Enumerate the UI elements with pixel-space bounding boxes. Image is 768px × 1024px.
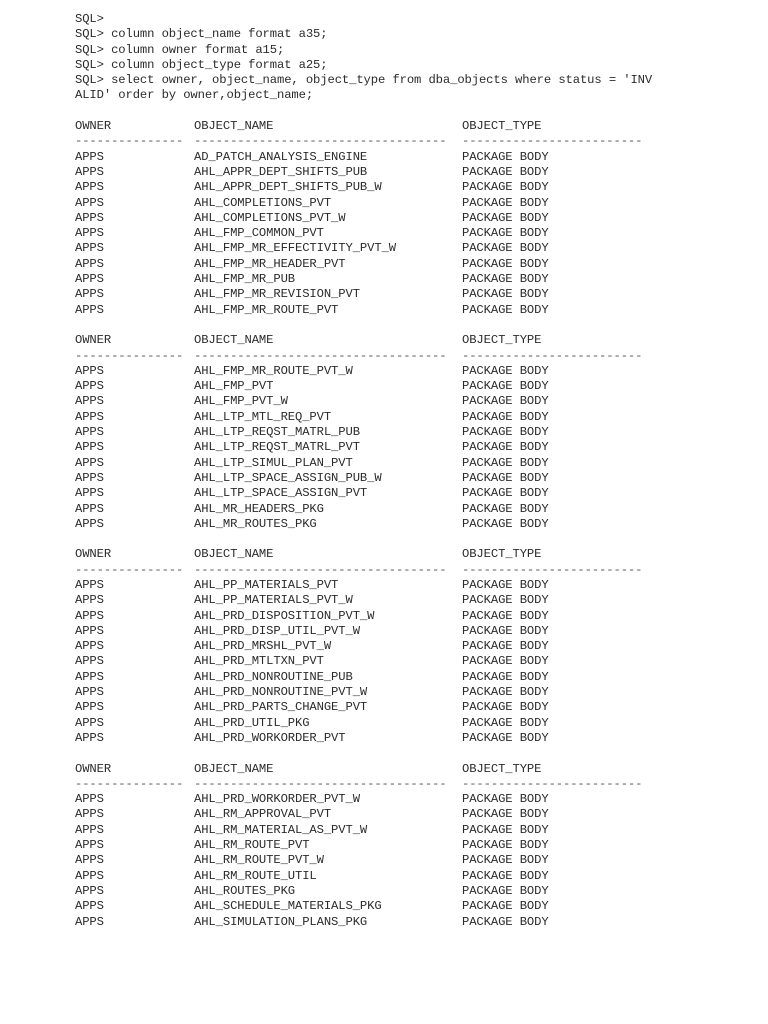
column-header-row-object-name-cell: OBJECT_NAME bbox=[194, 547, 274, 562]
table-row-object-name-cell: AD_PATCH_ANALYSIS_ENGINE bbox=[194, 149, 368, 164]
table-row bbox=[75, 379, 755, 394]
table-row-object-name-cell: AHL_PRD_DISPOSITION_PVT_W bbox=[194, 608, 375, 623]
table-row-owner-cell: APPS bbox=[75, 593, 104, 608]
table-row bbox=[75, 869, 755, 884]
table-row-object-type-cell: PACKAGE BODY bbox=[462, 409, 549, 424]
table-row-object-type-cell: PACKAGE BODY bbox=[462, 853, 549, 868]
table-row-object-type-cell: PACKAGE BODY bbox=[462, 608, 549, 623]
table-row-owner-cell: APPS bbox=[75, 149, 104, 164]
column-header-row-object-type-cell: OBJECT_TYPE bbox=[462, 761, 542, 776]
table-row-object-type-cell: PACKAGE BODY bbox=[462, 287, 549, 302]
table-row-object-type-cell: PACKAGE BODY bbox=[462, 302, 549, 317]
table-row bbox=[75, 165, 755, 180]
table-row-object-name-cell: AHL_RM_ROUTE_PVT bbox=[194, 838, 310, 853]
table-row-object-name-cell: AHL_FMP_MR_HEADER_PVT bbox=[194, 256, 346, 271]
table-row-object-type-cell: PACKAGE BODY bbox=[462, 654, 549, 669]
table-row-object-name-cell: AHL_FMP_MR_ROUTE_PVT bbox=[194, 302, 339, 317]
table-row-owner-cell: APPS bbox=[75, 409, 104, 424]
table-row-owner-cell: APPS bbox=[75, 226, 104, 241]
table-row-object-type-cell: PACKAGE BODY bbox=[462, 838, 549, 853]
table-row-object-name-cell: AHL_LTP_REQST_MATRL_PUB bbox=[194, 425, 360, 440]
table-row bbox=[75, 884, 755, 899]
table-row-owner-cell: APPS bbox=[75, 715, 104, 730]
table-row bbox=[75, 272, 755, 287]
table-row-owner-cell: APPS bbox=[75, 256, 104, 271]
table-row-object-type-cell: PACKAGE BODY bbox=[462, 501, 549, 516]
table-row bbox=[75, 609, 755, 624]
table-row-owner-cell: APPS bbox=[75, 639, 104, 654]
table-row bbox=[75, 226, 755, 241]
table-row-object-name-cell: AHL_RM_MATERIAL_AS_PVT_W bbox=[194, 822, 368, 837]
column-header-row-object-type-cell: OBJECT_TYPE bbox=[462, 119, 542, 134]
result-page bbox=[75, 532, 755, 746]
table-row-owner-cell: APPS bbox=[75, 195, 104, 210]
table-row-owner-cell: APPS bbox=[75, 210, 104, 225]
table-row bbox=[75, 685, 755, 700]
table-row-owner-cell: APPS bbox=[75, 241, 104, 256]
blank-line bbox=[75, 104, 755, 119]
column-header-row bbox=[75, 333, 755, 348]
table-row bbox=[75, 211, 755, 226]
table-row-object-name-cell: AHL_LTP_SPACE_ASSIGN_PUB_W bbox=[194, 470, 382, 485]
table-row bbox=[75, 180, 755, 195]
table-row-object-name-cell: AHL_PRD_MTLTXN_PVT bbox=[194, 654, 324, 669]
table-row bbox=[75, 456, 755, 471]
column-header-row-object-name-cell: OBJECT_NAME bbox=[194, 333, 274, 348]
table-row-owner-cell: APPS bbox=[75, 425, 104, 440]
table-row-object-type-cell: PACKAGE BODY bbox=[462, 149, 549, 164]
table-row-object-type-cell: PACKAGE BODY bbox=[462, 868, 549, 883]
separator-row-object-name-cell: ----------------------------------- bbox=[194, 134, 447, 149]
table-row-owner-cell: APPS bbox=[75, 379, 104, 394]
column-header-row bbox=[75, 762, 755, 777]
table-row-object-type-cell: PACKAGE BODY bbox=[462, 210, 549, 225]
table-row-object-name-cell: AHL_APPR_DEPT_SHIFTS_PUB_W bbox=[194, 180, 382, 195]
separator-row-owner-cell: --------------- bbox=[75, 562, 184, 577]
table-row-object-type-cell: PACKAGE BODY bbox=[462, 164, 549, 179]
table-row-object-name-cell: AHL_PP_MATERIALS_PVT_W bbox=[194, 593, 353, 608]
table-row-owner-cell: APPS bbox=[75, 883, 104, 898]
sql-output-document bbox=[75, 12, 755, 930]
table-row-object-name-cell: AHL_FMP_COMMON_PVT bbox=[194, 226, 324, 241]
table-row-owner-cell: APPS bbox=[75, 685, 104, 700]
table-row-object-type-cell: PACKAGE BODY bbox=[462, 425, 549, 440]
column-header-row-object-name-cell: OBJECT_NAME bbox=[194, 119, 274, 134]
table-row bbox=[75, 471, 755, 486]
table-row bbox=[75, 196, 755, 211]
table-row-owner-cell: APPS bbox=[75, 838, 104, 853]
table-row-owner-cell: APPS bbox=[75, 164, 104, 179]
table-row-object-name-cell: AHL_PRD_PARTS_CHANGE_PVT bbox=[194, 700, 368, 715]
table-row bbox=[75, 241, 755, 256]
table-row bbox=[75, 364, 755, 379]
table-row-object-type-cell: PACKAGE BODY bbox=[462, 256, 549, 271]
command-line: SQL> column object_name format a35; bbox=[75, 27, 328, 42]
separator-row-owner-cell: --------------- bbox=[75, 134, 184, 149]
column-header-row-owner-cell: OWNER bbox=[75, 333, 112, 348]
blank-line bbox=[75, 318, 755, 333]
table-row-object-name-cell: AHL_APPR_DEPT_SHIFTS_PUB bbox=[194, 164, 368, 179]
table-row-owner-cell: APPS bbox=[75, 822, 104, 837]
table-row bbox=[75, 853, 755, 868]
table-row-object-type-cell: PACKAGE BODY bbox=[462, 807, 549, 822]
command-line: SQL> column owner format a15; bbox=[75, 42, 285, 57]
table-row-object-name-cell: AHL_PRD_MRSHL_PVT_W bbox=[194, 639, 332, 654]
blank-line bbox=[75, 532, 755, 547]
result-page bbox=[75, 318, 755, 532]
table-row-object-type-cell: PACKAGE BODY bbox=[462, 822, 549, 837]
table-row-owner-cell: APPS bbox=[75, 180, 104, 195]
command-line: SQL> select owner, object_name, object_type from dba_objects where status = 'INV bbox=[75, 73, 653, 88]
table-row-object-name-cell: AHL_PRD_WORKORDER_PVT_W bbox=[194, 792, 360, 807]
column-header-row bbox=[75, 119, 755, 134]
table-row bbox=[75, 486, 755, 501]
separator-row-object-name-cell: ----------------------------------- bbox=[194, 776, 447, 791]
separator-row bbox=[75, 563, 755, 578]
table-row bbox=[75, 670, 755, 685]
table-row-object-name-cell: AHL_RM_ROUTE_UTIL bbox=[194, 868, 317, 883]
table-row-object-type-cell: PACKAGE BODY bbox=[462, 623, 549, 638]
table-row-object-type-cell: PACKAGE BODY bbox=[462, 577, 549, 592]
table-row-object-name-cell: AHL_PRD_WORKORDER_PVT bbox=[194, 730, 346, 745]
table-row bbox=[75, 410, 755, 425]
table-row-object-name-cell: AHL_PRD_DISP_UTIL_PVT_W bbox=[194, 623, 360, 638]
table-row bbox=[75, 150, 755, 165]
table-row-owner-cell: APPS bbox=[75, 608, 104, 623]
table-row-owner-cell: APPS bbox=[75, 853, 104, 868]
table-row bbox=[75, 639, 755, 654]
command-block bbox=[75, 12, 755, 104]
table-row-object-type-cell: PACKAGE BODY bbox=[462, 363, 549, 378]
table-row-object-type-cell: PACKAGE BODY bbox=[462, 715, 549, 730]
table-row bbox=[75, 807, 755, 822]
table-row-object-name-cell: AHL_PRD_UTIL_PKG bbox=[194, 715, 310, 730]
table-row-owner-cell: APPS bbox=[75, 577, 104, 592]
table-row bbox=[75, 624, 755, 639]
table-row bbox=[75, 440, 755, 455]
table-row-object-name-cell: AHL_RM_ROUTE_PVT_W bbox=[194, 853, 324, 868]
result-page bbox=[75, 104, 755, 318]
table-row bbox=[75, 716, 755, 731]
separator-row-owner-cell: --------------- bbox=[75, 776, 184, 791]
table-row bbox=[75, 654, 755, 669]
table-row-owner-cell: APPS bbox=[75, 516, 104, 531]
table-row-object-type-cell: PACKAGE BODY bbox=[462, 730, 549, 745]
table-row-owner-cell: APPS bbox=[75, 792, 104, 807]
separator-row bbox=[75, 777, 755, 792]
table-row-object-name-cell: AHL_LTP_REQST_MATRL_PVT bbox=[194, 440, 360, 455]
separator-row-object-name-cell: ----------------------------------- bbox=[194, 348, 447, 363]
table-row bbox=[75, 394, 755, 409]
table-row-object-name-cell: AHL_LTP_SPACE_ASSIGN_PVT bbox=[194, 486, 368, 501]
table-row-object-name-cell: AHL_MR_ROUTES_PKG bbox=[194, 516, 317, 531]
table-row-object-type-cell: PACKAGE BODY bbox=[462, 914, 549, 929]
table-row bbox=[75, 593, 755, 608]
column-header-row-owner-cell: OWNER bbox=[75, 547, 112, 562]
table-row-owner-cell: APPS bbox=[75, 654, 104, 669]
table-row-object-type-cell: PACKAGE BODY bbox=[462, 516, 549, 531]
table-row-object-type-cell: PACKAGE BODY bbox=[462, 685, 549, 700]
table-row-object-type-cell: PACKAGE BODY bbox=[462, 195, 549, 210]
table-row-owner-cell: APPS bbox=[75, 455, 104, 470]
table-row-object-name-cell: AHL_MR_HEADERS_PKG bbox=[194, 501, 324, 516]
table-row-owner-cell: APPS bbox=[75, 730, 104, 745]
table-row bbox=[75, 838, 755, 853]
table-row-owner-cell: APPS bbox=[75, 440, 104, 455]
table-row-object-type-cell: PACKAGE BODY bbox=[462, 593, 549, 608]
table-row-object-name-cell: AHL_PP_MATERIALS_PVT bbox=[194, 577, 339, 592]
table-row-owner-cell: APPS bbox=[75, 914, 104, 929]
table-row bbox=[75, 899, 755, 914]
table-row-owner-cell: APPS bbox=[75, 807, 104, 822]
table-row-object-type-cell: PACKAGE BODY bbox=[462, 700, 549, 715]
result-page bbox=[75, 746, 755, 930]
table-row-object-name-cell: AHL_FMP_MR_EFFECTIVITY_PVT_W bbox=[194, 241, 396, 256]
column-header-row-owner-cell: OWNER bbox=[75, 761, 112, 776]
table-row-object-name-cell: AHL_RM_APPROVAL_PVT bbox=[194, 807, 332, 822]
table-row-object-name-cell: AHL_PRD_NONROUTINE_PVT_W bbox=[194, 685, 368, 700]
separator-row bbox=[75, 349, 755, 364]
table-row-object-type-cell: PACKAGE BODY bbox=[462, 272, 549, 287]
table-row-object-type-cell: PACKAGE BODY bbox=[462, 394, 549, 409]
table-row-owner-cell: APPS bbox=[75, 669, 104, 684]
table-row-object-type-cell: PACKAGE BODY bbox=[462, 180, 549, 195]
command-line: SQL> bbox=[75, 12, 104, 26]
table-row-owner-cell: APPS bbox=[75, 272, 104, 287]
table-row bbox=[75, 792, 755, 807]
table-row-object-name-cell: AHL_PRD_NONROUTINE_PUB bbox=[194, 669, 353, 684]
table-row-owner-cell: APPS bbox=[75, 363, 104, 378]
separator-row-object-type-cell: ------------------------- bbox=[462, 776, 643, 791]
table-row-object-type-cell: PACKAGE BODY bbox=[462, 486, 549, 501]
table-row bbox=[75, 700, 755, 715]
table-row-object-name-cell: AHL_ROUTES_PKG bbox=[194, 883, 295, 898]
column-header-row-object-type-cell: OBJECT_TYPE bbox=[462, 333, 542, 348]
table-row-owner-cell: APPS bbox=[75, 302, 104, 317]
table-row-object-type-cell: PACKAGE BODY bbox=[462, 440, 549, 455]
table-row bbox=[75, 915, 755, 930]
table-row-object-name-cell: AHL_SCHEDULE_MATERIALS_PKG bbox=[194, 899, 382, 914]
table-row-object-name-cell: AHL_FMP_PVT_W bbox=[194, 394, 288, 409]
table-row-owner-cell: APPS bbox=[75, 394, 104, 409]
table-row-owner-cell: APPS bbox=[75, 470, 104, 485]
table-row-object-type-cell: PACKAGE BODY bbox=[462, 379, 549, 394]
table-row-object-type-cell: PACKAGE BODY bbox=[462, 669, 549, 684]
column-header-row-object-name-cell: OBJECT_NAME bbox=[194, 761, 274, 776]
table-row bbox=[75, 257, 755, 272]
table-row-object-name-cell: AHL_FMP_MR_REVISION_PVT bbox=[194, 287, 360, 302]
table-row-owner-cell: APPS bbox=[75, 700, 104, 715]
table-row-owner-cell: APPS bbox=[75, 287, 104, 302]
table-row bbox=[75, 287, 755, 302]
column-header-row-owner-cell: OWNER bbox=[75, 119, 112, 134]
separator-row-object-type-cell: ------------------------- bbox=[462, 562, 643, 577]
table-row-object-type-cell: PACKAGE BODY bbox=[462, 455, 549, 470]
column-header-row-object-type-cell: OBJECT_TYPE bbox=[462, 547, 542, 562]
separator-row-object-name-cell: ----------------------------------- bbox=[194, 562, 447, 577]
table-row-object-type-cell: PACKAGE BODY bbox=[462, 226, 549, 241]
table-row-owner-cell: APPS bbox=[75, 623, 104, 638]
table-row-object-type-cell: PACKAGE BODY bbox=[462, 470, 549, 485]
table-row-object-name-cell: AHL_FMP_PVT bbox=[194, 379, 274, 394]
table-row-object-name-cell: AHL_FMP_MR_PUB bbox=[194, 272, 295, 287]
table-row-object-name-cell: AHL_LTP_SIMUL_PLAN_PVT bbox=[194, 455, 353, 470]
command-line: ALID' order by owner,object_name; bbox=[75, 88, 314, 103]
table-row-object-name-cell: AHL_COMPLETIONS_PVT_W bbox=[194, 210, 346, 225]
table-row bbox=[75, 823, 755, 838]
table-row-object-name-cell: AHL_FMP_MR_ROUTE_PVT_W bbox=[194, 363, 353, 378]
table-row bbox=[75, 731, 755, 746]
table-row-object-type-cell: PACKAGE BODY bbox=[462, 883, 549, 898]
command-line: SQL> column object_type format a25; bbox=[75, 57, 328, 72]
separator-row-object-type-cell: ------------------------- bbox=[462, 134, 643, 149]
table-row-owner-cell: APPS bbox=[75, 486, 104, 501]
separator-row-object-type-cell: ------------------------- bbox=[462, 348, 643, 363]
table-row-object-type-cell: PACKAGE BODY bbox=[462, 241, 549, 256]
table-row-object-name-cell: AHL_COMPLETIONS_PVT bbox=[194, 195, 332, 210]
table-row bbox=[75, 517, 755, 532]
separator-row-owner-cell: --------------- bbox=[75, 348, 184, 363]
table-row-object-type-cell: PACKAGE BODY bbox=[462, 899, 549, 914]
table-row bbox=[75, 578, 755, 593]
table-row-object-type-cell: PACKAGE BODY bbox=[462, 639, 549, 654]
table-row-object-name-cell: AHL_SIMULATION_PLANS_PKG bbox=[194, 914, 368, 929]
separator-row bbox=[75, 134, 755, 149]
table-row-object-type-cell: PACKAGE BODY bbox=[462, 792, 549, 807]
blank-line bbox=[75, 746, 755, 761]
column-header-row bbox=[75, 547, 755, 562]
table-row bbox=[75, 425, 755, 440]
table-row-owner-cell: APPS bbox=[75, 868, 104, 883]
results-area bbox=[75, 104, 755, 930]
table-row bbox=[75, 502, 755, 517]
table-row-object-name-cell: AHL_LTP_MTL_REQ_PVT bbox=[194, 409, 332, 424]
table-row bbox=[75, 303, 755, 318]
table-row-owner-cell: APPS bbox=[75, 899, 104, 914]
table-row-owner-cell: APPS bbox=[75, 501, 104, 516]
